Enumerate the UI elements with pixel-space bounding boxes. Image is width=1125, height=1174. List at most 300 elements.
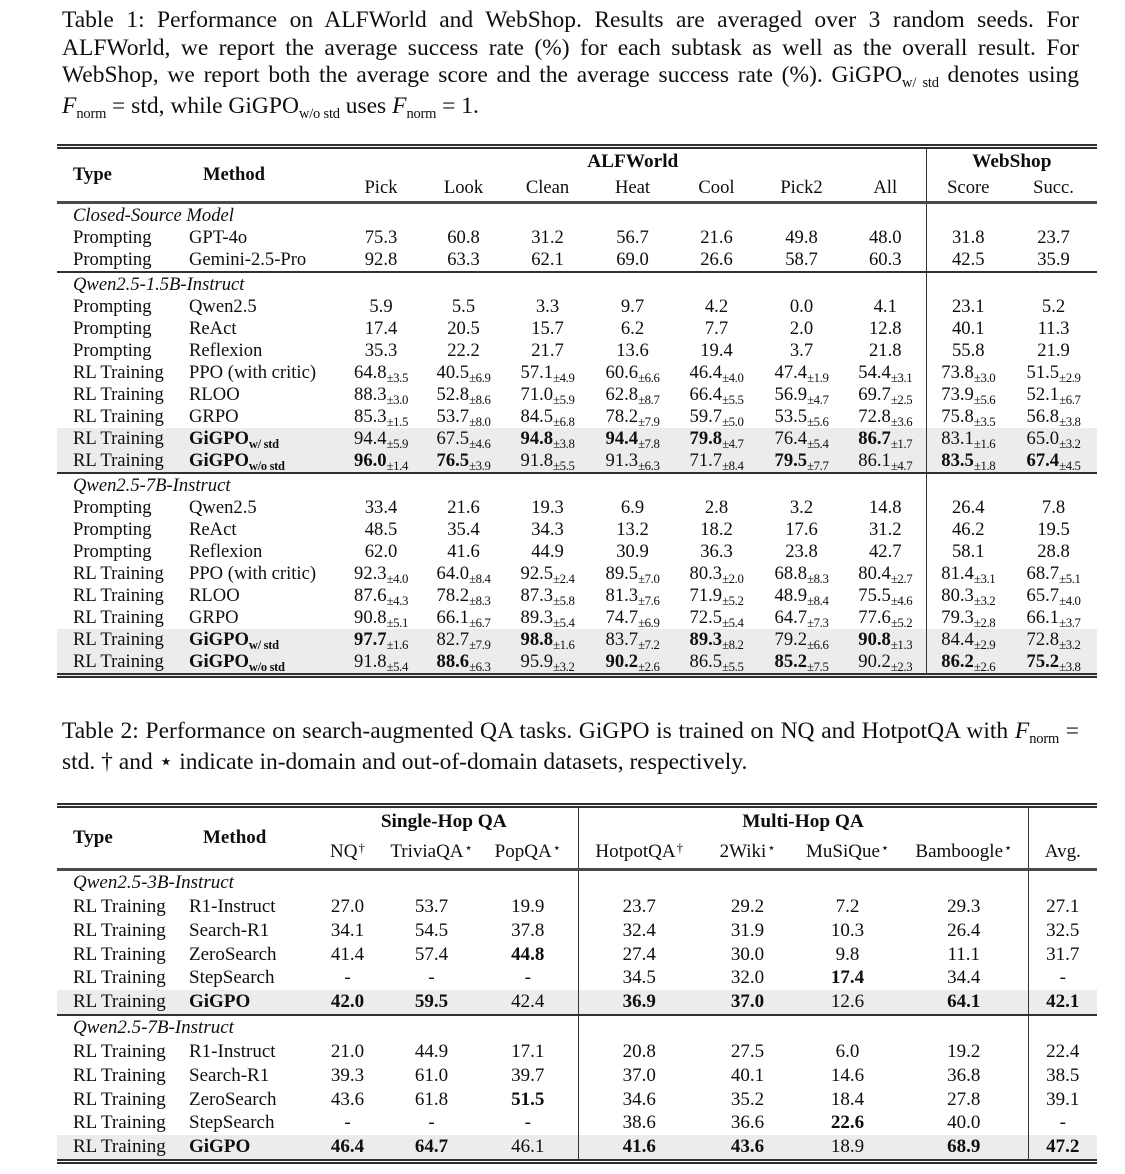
section-filler	[578, 1015, 1028, 1041]
value-cell: $76.4_{\pm 5.4}$	[774, 428, 829, 452]
std-subscript: ±3.7	[1059, 616, 1081, 631]
std-subscript: ±5.8	[553, 594, 575, 609]
caption-text: norm	[76, 105, 107, 122]
value-cell: -	[524, 967, 531, 989]
value-cell: $57.1_{\pm 4.9}$	[520, 362, 575, 386]
value-cell: 31.2	[531, 227, 564, 249]
table-row	[57, 896, 1097, 920]
method-subscript: w/o std	[248, 660, 285, 675]
value-cell: -	[428, 967, 435, 989]
column-header: Pick	[340, 175, 422, 203]
std-subscript: ±3.2	[553, 660, 575, 675]
value-cell: 18.2	[700, 519, 733, 541]
std-subscript: ±1.9	[807, 371, 829, 386]
table-row	[57, 1064, 1097, 1088]
value-cell: $89.3_{\pm 8.2}$	[689, 629, 744, 653]
value-cell: 41.6	[578, 1135, 700, 1161]
value-cell: 31.8	[926, 227, 1010, 249]
method-cell: GPT-4o	[189, 227, 248, 249]
method-cell: R1-Instruct	[189, 1041, 276, 1063]
value-cell: 21.9	[1037, 340, 1070, 362]
std-subscript: ±5.4	[722, 616, 744, 631]
std-subscript: ±1.3	[890, 638, 913, 653]
value-cell: 13.6	[616, 340, 649, 362]
std-subscript: ±4.6	[469, 437, 491, 452]
table-row	[57, 340, 1097, 362]
value-cell: -	[344, 1112, 351, 1134]
std-subscript: ±3.2	[973, 594, 996, 609]
value-cell: $94.8_{\pm 3.8}$	[520, 428, 575, 452]
value-cell: $81.3_{\pm 7.6}$	[605, 585, 660, 609]
value-cell: $91.3_{\pm 6.3}$	[605, 450, 660, 474]
value-cell: $82.7_{\pm 7.9}$	[436, 629, 491, 653]
value-cell: $95.9_{\pm 3.2}$	[520, 651, 575, 675]
caption-text: denotes using	[938, 62, 1079, 89]
method-column-header: Method	[187, 805, 310, 869]
value-cell: $52.1_{\pm 6.7}$	[1026, 384, 1081, 408]
value-cell: 46.4	[330, 1135, 365, 1157]
value-cell: 19.4	[700, 340, 733, 362]
table2-caption	[0, 678, 1125, 776]
std-subscript: ±7.7	[807, 459, 829, 474]
value-cell: 30.0	[730, 943, 765, 965]
std-subscript: ±6.8	[553, 415, 575, 430]
caption-text: uses	[339, 92, 393, 119]
std-subscript: ±4.5	[1059, 459, 1081, 474]
table-row	[57, 497, 1097, 519]
value-cell: 59.5	[414, 990, 449, 1012]
value-cell: 13.2	[616, 519, 649, 541]
value-cell: -	[1028, 1111, 1097, 1135]
std-subscript: ±5.0	[722, 415, 744, 430]
column-header: Look	[422, 175, 505, 203]
value-cell: 41.4	[330, 943, 365, 965]
section-row	[57, 272, 1097, 296]
value-cell: $94.4_{\pm 7.8}$	[605, 428, 660, 452]
value-cell: 33.4	[364, 497, 398, 519]
value-cell: $86.7_{\pm 1.7}$	[858, 428, 913, 452]
value-cell: 31.2	[868, 519, 902, 541]
value-cell: 36.3	[700, 541, 733, 563]
header-group-row	[57, 805, 1097, 837]
value-cell: 40.0	[947, 1112, 981, 1134]
column-header: Score	[926, 175, 1010, 203]
column-header: Cool	[675, 175, 758, 203]
value-cell: 27.1	[1028, 896, 1097, 920]
std-subscript: ±8.0	[469, 415, 491, 430]
method-cell: Search-R1	[189, 919, 270, 941]
value-cell: 42.4	[511, 990, 545, 1012]
value-cell: $90.8_{\pm 5.1}$	[354, 607, 408, 631]
value-cell: 44.8	[511, 943, 545, 965]
type-cell: RL Training	[73, 450, 164, 472]
std-subscript: ±7.3	[807, 616, 829, 631]
value-cell: 42.1	[1028, 990, 1097, 1015]
value-cell: $78.2_{\pm 7.9}$	[605, 406, 660, 430]
std-subscript: ±2.7	[890, 572, 913, 587]
std-subscript: ±7.9	[469, 638, 491, 653]
value-cell: 23.7	[1037, 227, 1070, 249]
value-cell: 36.6	[730, 1112, 765, 1134]
type-cell: RL Training	[73, 406, 164, 428]
value-cell: 6.9	[620, 497, 645, 519]
section-title: Qwen2.5-7B-Instruct	[57, 473, 926, 497]
value-cell: $60.6_{\pm 6.6}$	[605, 362, 660, 386]
type-cell: Prompting	[73, 318, 152, 340]
table2-search-qa	[57, 803, 1097, 1164]
value-cell: $46.4_{\pm 4.0}$	[689, 362, 744, 386]
std-subscript: ±2.3	[890, 660, 913, 675]
value-cell: 26.4	[926, 497, 1010, 519]
value-cell: $78.2_{\pm 8.3}$	[436, 585, 491, 609]
header-group-row	[57, 147, 1097, 176]
type-column-header: Type	[57, 805, 187, 869]
method-subscript: w/ std	[248, 437, 279, 452]
std-subscript: ±7.5	[807, 660, 829, 675]
method-cell: StepSearch	[189, 967, 275, 989]
table-row	[57, 227, 1097, 249]
value-cell: 44.9	[414, 1041, 449, 1063]
column-header: Pick2	[758, 175, 845, 203]
std-subscript: ±8.4	[469, 572, 491, 587]
value-cell: $47.4_{\pm 1.9}$	[774, 362, 829, 386]
std-subscript: ±4.0	[386, 572, 408, 587]
table-row	[57, 362, 1097, 384]
std-subscript: ±5.5	[722, 660, 744, 675]
table1-container	[57, 144, 1097, 678]
table-row	[57, 919, 1097, 943]
table-row	[57, 296, 1097, 318]
caption-text: w/o std	[298, 105, 340, 122]
type-cell: Prompting	[73, 497, 152, 519]
std-subscript: ±6.7	[1059, 393, 1081, 408]
value-cell: 4.2	[704, 296, 729, 318]
value-cell: $90.2_{\pm 2.6}$	[605, 651, 660, 675]
value-cell: 17.4	[830, 967, 865, 989]
std-subscript: ±2.0	[722, 572, 744, 587]
value-cell: $85.3_{\pm 1.5}$	[354, 406, 408, 430]
section-title: Qwen2.5-1.5B-Instruct	[57, 272, 926, 296]
value-cell: 11.3	[1037, 318, 1070, 340]
value-cell: 28.8	[1037, 541, 1070, 563]
std-subscript: ±5.6	[807, 415, 829, 430]
value-cell: $73.8_{\pm 3.0}$	[926, 362, 1010, 384]
value-cell: $53.5_{\pm 5.6}$	[774, 406, 829, 430]
type-cell: RL Training	[73, 428, 164, 450]
std-subscript: ±1.6	[973, 437, 996, 452]
std-subscript: ±5.5	[553, 459, 575, 474]
value-cell: 34.1	[330, 919, 365, 941]
value-cell: $79.8_{\pm 4.7}$	[689, 428, 744, 452]
value-cell: 6.0	[835, 1041, 860, 1063]
std-subscript: ±7.0	[638, 572, 660, 587]
caption-text: = 1.	[436, 92, 479, 119]
type-cell: RL Training	[73, 1041, 166, 1063]
table-row	[57, 1088, 1097, 1112]
std-subscript: ±1.5	[386, 415, 408, 430]
dagger-mark: †	[358, 840, 365, 856]
std-subscript: ±4.3	[386, 594, 408, 609]
value-cell: $66.1_{\pm 6.7}$	[436, 607, 491, 631]
group-header: Multi-Hop QA	[578, 805, 1028, 837]
value-cell: $72.8_{\pm 3.2}$	[1026, 629, 1081, 653]
std-subscript: ±5.2	[722, 594, 744, 609]
std-subscript: ±6.9	[469, 371, 491, 386]
value-cell: 20.8	[578, 1041, 700, 1065]
std-subscript: ±1.6	[386, 638, 408, 653]
value-cell: 2.8	[704, 497, 729, 519]
type-cell: Prompting	[73, 340, 152, 362]
method-cell: Qwen2.5	[189, 296, 257, 318]
std-subscript: ±4.9	[553, 371, 575, 386]
value-cell: $86.2_{\pm 2.6}$	[926, 651, 1010, 676]
type-cell: RL Training	[73, 919, 166, 941]
column-header: 2Wiki⋆	[700, 837, 795, 870]
value-cell: 5.9	[369, 296, 393, 318]
value-cell: $76.5_{\pm 3.9}$	[436, 450, 491, 474]
section-filler	[1028, 1015, 1097, 1041]
type-cell: RL Training	[73, 1088, 166, 1110]
value-cell: $64.0_{\pm 8.4}$	[436, 563, 491, 587]
value-cell: 40.1	[926, 318, 1010, 340]
type-cell: RL Training	[73, 1135, 166, 1157]
value-cell: 14.6	[830, 1064, 865, 1086]
method-column-header: Method	[187, 147, 340, 203]
caption-text: w/ std	[902, 75, 939, 92]
value-cell: 39.1	[1028, 1088, 1097, 1112]
value-cell: 17.4	[364, 318, 398, 340]
value-cell: 17.1	[511, 1041, 545, 1063]
value-cell: 7.8	[1041, 497, 1066, 519]
value-cell: 21.6	[700, 227, 733, 249]
value-cell: $59.7_{\pm 5.0}$	[689, 406, 744, 430]
table1-alfworld-webshop	[57, 144, 1097, 678]
type-cell: RL Training	[73, 990, 166, 1012]
std-subscript: ±2.6	[973, 660, 996, 675]
value-cell: 21.8	[868, 340, 902, 362]
std-subscript: ±4.6	[890, 594, 913, 609]
method-cell: GRPO	[189, 607, 239, 629]
std-subscript: ±3.2	[1059, 638, 1081, 653]
std-subscript: ±3.8	[1059, 415, 1081, 430]
value-cell: $98.8_{\pm 1.6}$	[520, 629, 575, 653]
std-subscript: ±3.2	[1059, 437, 1081, 452]
method-cell: ReAct	[189, 318, 237, 340]
value-cell: $56.9_{\pm 4.7}$	[774, 384, 829, 408]
value-cell: $89.5_{\pm 7.0}$	[605, 563, 660, 587]
section-filler	[926, 473, 1097, 497]
value-cell: 9.7	[620, 296, 645, 318]
value-cell: 36.8	[947, 1064, 981, 1086]
table-row	[57, 249, 1097, 272]
value-cell: 34.4	[947, 967, 981, 989]
column-header: Heat	[590, 175, 675, 203]
value-cell: 18.4	[830, 1088, 865, 1110]
std-subscript: ±3.0	[973, 371, 996, 386]
std-subscript: ±2.8	[973, 616, 996, 631]
value-cell: 17.6	[785, 519, 818, 541]
column-header: MuSiQue⋆	[795, 837, 900, 870]
type-cell: RL Training	[73, 362, 164, 384]
caption-text: F	[392, 92, 407, 119]
value-cell: 46.2	[926, 519, 1010, 541]
value-cell: $73.9_{\pm 5.6}$	[926, 384, 1010, 406]
column-header: NQ†	[310, 837, 385, 870]
std-subscript: ±7.9	[638, 415, 660, 430]
value-cell: 48.5	[364, 519, 398, 541]
std-subscript: ±5.4	[807, 437, 829, 452]
value-cell: $91.8_{\pm 5.4}$	[354, 651, 408, 675]
star-mark: ⋆	[552, 840, 561, 856]
std-subscript: ±8.7	[638, 393, 660, 408]
section-filler	[926, 272, 1097, 296]
column-header: PopQA⋆	[478, 837, 578, 870]
std-subscript: ±6.9	[638, 616, 660, 631]
std-subscript: ±7.6	[638, 594, 660, 609]
value-cell: 20.5	[447, 318, 480, 340]
value-cell: 48.0	[868, 227, 902, 249]
value-cell: $67.5_{\pm 4.6}$	[436, 428, 491, 452]
value-cell: 14.8	[868, 497, 902, 519]
value-cell: 19.2	[947, 1041, 981, 1063]
value-cell: $86.5_{\pm 5.5}$	[689, 651, 744, 675]
value-cell: 37.0	[578, 1064, 700, 1088]
std-subscript: ±5.2	[890, 616, 913, 631]
value-cell: 19.9	[511, 896, 545, 918]
std-subscript: ±2.4	[553, 572, 575, 587]
method-cell: Qwen2.5	[189, 497, 257, 519]
value-cell: 44.9	[531, 541, 564, 563]
std-subscript: ±5.1	[386, 616, 408, 631]
value-cell: 38.6	[578, 1111, 700, 1135]
method-cell: GiGPO	[189, 1135, 251, 1157]
value-cell: 31.7	[1028, 943, 1097, 967]
value-cell: 34.3	[531, 519, 564, 541]
std-subscript: ±2.6	[638, 660, 660, 675]
group-header: WebShop	[926, 147, 1097, 176]
type-cell: Prompting	[73, 296, 152, 318]
value-cell: -	[524, 1112, 531, 1134]
value-cell: $62.8_{\pm 8.7}$	[605, 384, 660, 408]
value-cell: 23.8	[785, 541, 818, 563]
value-cell: $71.9_{\pm 5.2}$	[689, 585, 744, 609]
std-subscript: ±7.2	[638, 638, 660, 653]
value-cell: 22.2	[447, 340, 480, 362]
section-filler	[926, 203, 1097, 228]
table-row	[57, 966, 1097, 990]
std-subscript: ±3.8	[553, 437, 575, 452]
method-cell: GiGPO$_{w/o std}$	[189, 651, 285, 675]
value-cell: 68.9	[947, 1135, 981, 1157]
value-cell: 15.7	[531, 318, 564, 340]
value-cell: 29.2	[730, 896, 765, 918]
std-subscript: ±8.6	[469, 393, 491, 408]
method-cell: Reflexion	[189, 340, 263, 362]
value-cell: $65.0_{\pm 3.2}$	[1026, 428, 1081, 452]
type-cell: RL Training	[73, 651, 164, 673]
std-subscript: ±8.3	[469, 594, 491, 609]
caption-text: Table 2: Performance on search-augmented QA tasks. GiGPO is trained on NQ and HotpotQA with	[62, 718, 1015, 745]
table-row	[57, 990, 1097, 1015]
value-cell: 63.3	[447, 249, 480, 271]
value-cell: 56.7	[616, 227, 649, 249]
value-cell: $81.4_{\pm 3.1}$	[926, 563, 1010, 585]
value-cell: $66.4_{\pm 5.5}$	[689, 384, 744, 408]
std-subscript: ±3.5	[386, 371, 408, 386]
star-mark: ⋆	[1004, 840, 1013, 856]
value-cell: 19.3	[531, 497, 564, 519]
table-row	[57, 1111, 1097, 1135]
std-subscript: ±4.7	[807, 393, 829, 408]
std-subscript: ±3.8	[1059, 660, 1081, 675]
section-row	[57, 869, 1097, 896]
value-cell: $64.8_{\pm 3.5}$	[354, 362, 408, 386]
star-mark: ⋆	[880, 840, 890, 856]
caption-text: norm	[1029, 731, 1060, 748]
value-cell: 58.7	[785, 249, 818, 271]
type-column-header: Type	[57, 147, 187, 203]
value-cell: 49.8	[785, 227, 818, 249]
table-row	[57, 318, 1097, 340]
section-filler	[578, 869, 1028, 896]
type-cell: RL Training	[73, 1112, 166, 1134]
type-cell: RL Training	[73, 967, 166, 989]
column-header: Avg.	[1028, 837, 1097, 870]
section-title: Qwen2.5-3B-Instruct	[57, 869, 578, 896]
std-subscript: ±3.9	[469, 459, 491, 474]
std-subscript: ±3.5	[973, 415, 996, 430]
column-header: Bamboogle⋆	[900, 837, 1028, 870]
value-cell: $80.3_{\pm 2.0}$	[689, 563, 744, 587]
value-cell: 0.0	[789, 296, 814, 318]
table-row	[57, 450, 1097, 473]
std-subscript: ±2.5	[890, 393, 913, 408]
table-row	[57, 1135, 1097, 1161]
value-cell: $83.1_{\pm 1.6}$	[926, 428, 1010, 450]
star-mark: ⋆	[767, 840, 776, 856]
value-cell: 23.1	[926, 296, 1010, 318]
std-subscript: ±4.0	[1059, 594, 1081, 609]
table-row	[57, 585, 1097, 607]
std-subscript: ±5.6	[973, 393, 996, 408]
method-cell: GiGPO	[189, 990, 251, 1012]
std-subscript: ±8.2	[722, 638, 744, 653]
value-cell: 27.4	[578, 943, 700, 967]
table-row	[57, 563, 1097, 585]
value-cell: $86.1_{\pm 4.7}$	[858, 450, 913, 474]
value-cell: 37.0	[730, 990, 765, 1012]
std-subscript: ±8.4	[807, 594, 829, 609]
std-subscript: ±4.7	[890, 459, 913, 474]
value-cell: 60.8	[447, 227, 480, 249]
method-cell: GiGPO$_{w/o std}$	[189, 450, 285, 474]
table-row	[57, 519, 1097, 541]
value-cell: 3.7	[789, 340, 814, 362]
value-cell: 26.4	[947, 919, 981, 941]
value-cell: $88.6_{\pm 6.3}$	[436, 651, 491, 675]
method-cell: ReAct	[189, 519, 237, 541]
value-cell: 62.0	[364, 541, 398, 563]
value-cell: 34.6	[578, 1088, 700, 1112]
std-subscript: ±3.6	[890, 415, 913, 430]
value-cell: 5.2	[1041, 296, 1066, 318]
method-cell: RLOO	[189, 384, 240, 406]
star-mark: ⋆	[464, 840, 473, 856]
value-cell: 27.0	[330, 896, 365, 918]
value-cell: $67.4_{\pm 4.5}$	[1026, 450, 1081, 474]
value-cell: $84.5_{\pm 6.8}$	[520, 406, 575, 430]
value-cell: $69.7_{\pm 2.5}$	[858, 384, 913, 408]
